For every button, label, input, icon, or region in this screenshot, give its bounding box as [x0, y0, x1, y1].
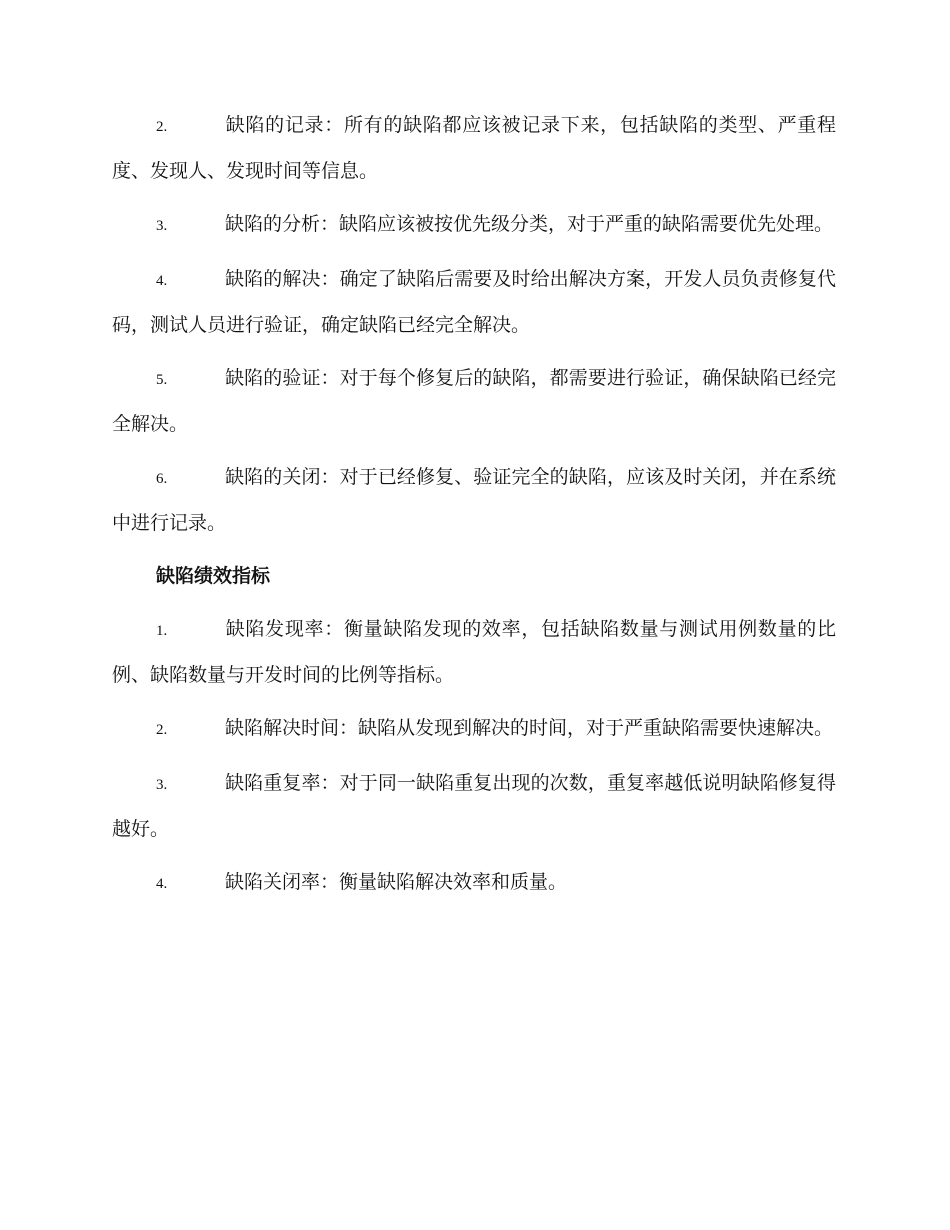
list-text: 缺陷的记录：所有的缺陷都应该被记录下来，包括缺陷的类型、严重程度、发现人、发现时间等信息。: [112, 114, 836, 182]
list-item: [112, 356, 836, 446]
list-number: 3.: [156, 218, 168, 234]
list-item: [112, 706, 836, 752]
list-number: 1.: [156, 623, 168, 639]
list-number: 4.: [156, 876, 168, 892]
list-text: 缺陷的关闭：对于已经修复、验证完全的缺陷，应该及时关闭，并在系统中进行记录。: [112, 466, 836, 534]
list-text: 缺陷发现率：衡量缺陷发现的效率，包括缺陷数量与测试用例数量的比例、缺陷数量与开发时间的比例等指标。: [112, 618, 836, 686]
list-number: 6.: [156, 471, 168, 487]
list-number: 5.: [156, 372, 168, 388]
list-item: [112, 202, 836, 248]
list-number: 3.: [156, 777, 168, 793]
list-item: [112, 860, 836, 906]
list-text: 缺陷重复率：对于同一缺陷重复出现的次数，重复率越低说明缺陷修复得越好。: [112, 772, 836, 840]
list-text: 缺陷解决时间：缺陷从发现到解决的时间，对于严重缺陷需要快速解决。: [225, 717, 834, 739]
list-item: [112, 103, 836, 193]
section-heading: 缺陷绩效指标: [156, 565, 271, 587]
list-text: 缺陷的验证：对于每个修复后的缺陷，都需要进行验证，确保缺陷已经完全解决。: [112, 367, 836, 435]
document-page: [112, 103, 836, 915]
list-number: 4.: [156, 273, 168, 289]
list-text: 缺陷的分析：缺陷应该被按优先级分类，对于严重的缺陷需要优先处理。: [225, 213, 834, 235]
list-number: 2.: [156, 722, 168, 738]
list-text: 缺陷的解决：确定了缺陷后需要及时给出解决方案，开发人员负责修复代码，测试人员进行验证，确定缺陷已经完全解决。: [112, 268, 836, 336]
list-item: [112, 455, 836, 545]
list-item: [112, 607, 836, 697]
list-item: [112, 761, 836, 851]
list-item: [112, 257, 836, 347]
list-text: 缺陷关闭率：衡量缺陷解决效率和质量。: [225, 871, 568, 893]
list-number: 2.: [156, 119, 168, 135]
